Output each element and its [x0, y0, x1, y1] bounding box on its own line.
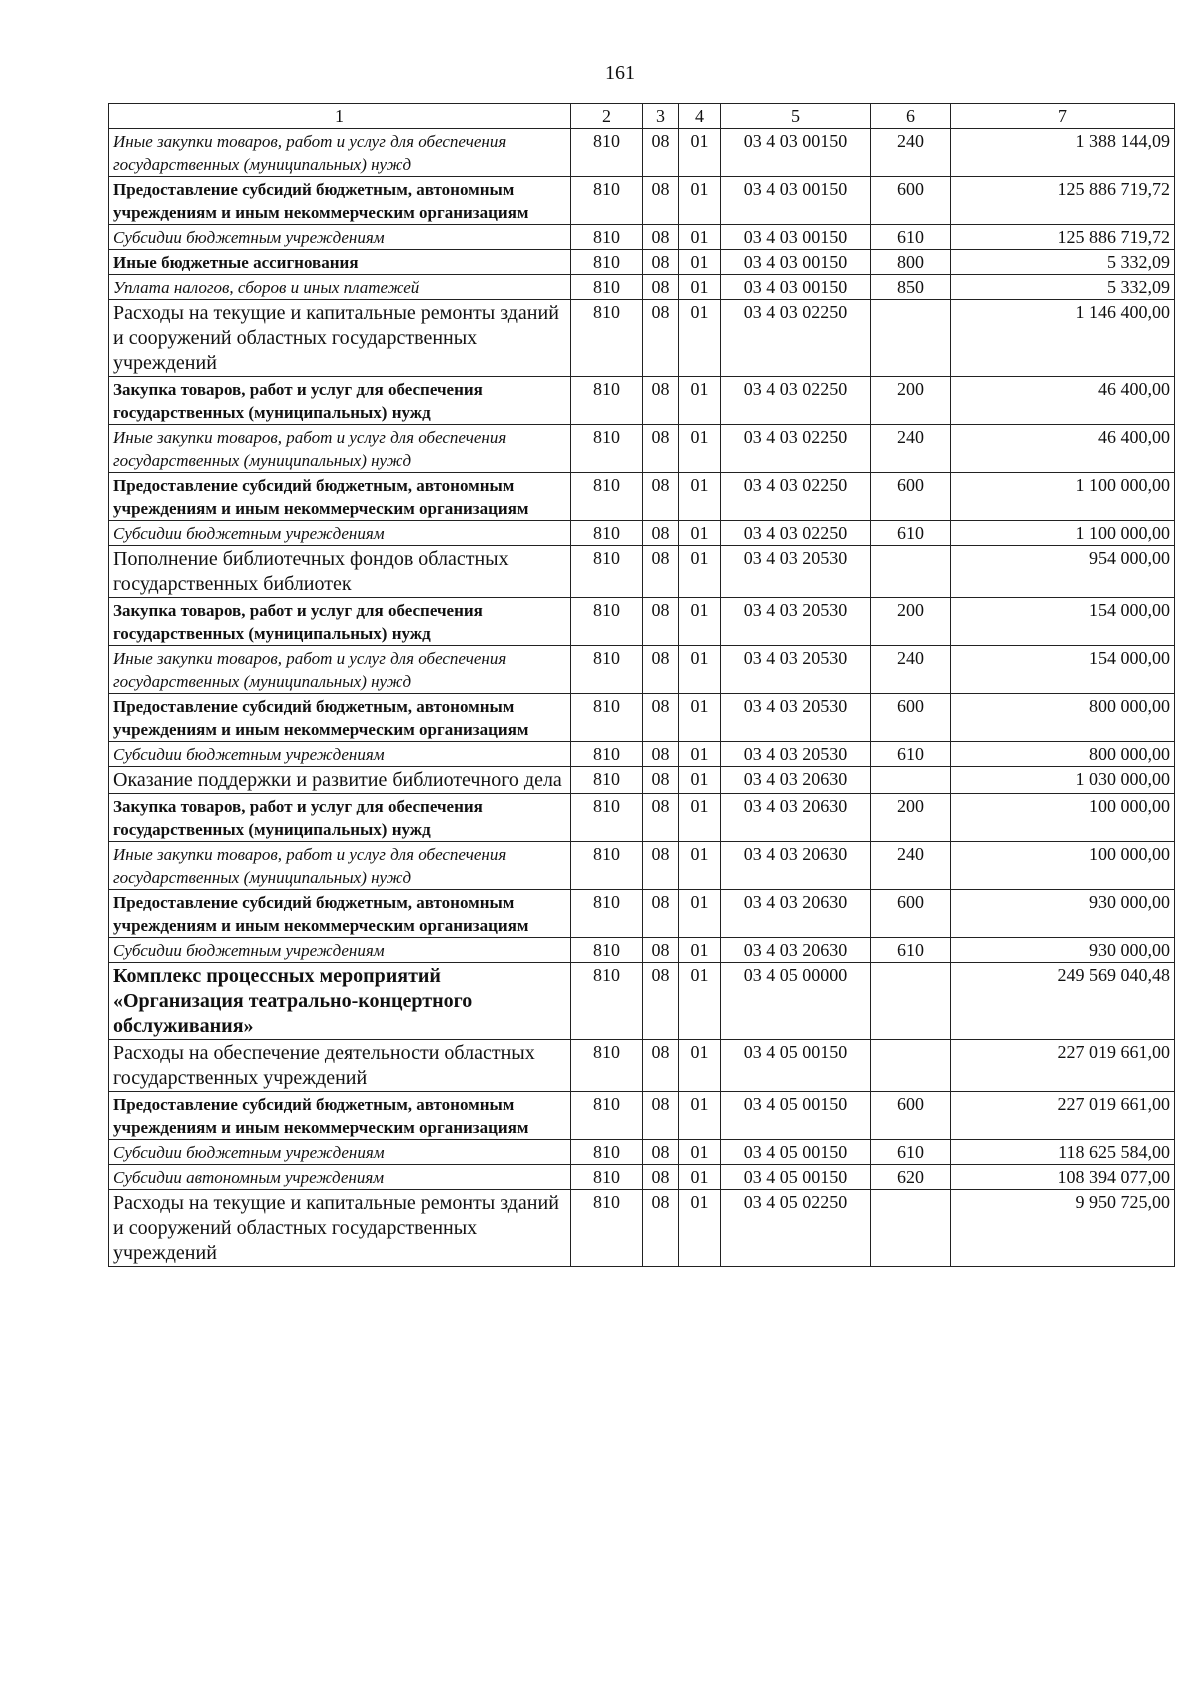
- section-code-cell: 08: [643, 1092, 679, 1140]
- ved-code-cell: 810: [571, 1190, 643, 1267]
- column-header: 4: [679, 104, 721, 129]
- subsection-code-cell: 01: [679, 938, 721, 963]
- table-row: [109, 794, 1175, 842]
- amount-cell: 954 000,00: [951, 546, 1175, 598]
- section-code-cell: 08: [643, 1140, 679, 1165]
- expense-type-cell: 800: [871, 250, 951, 275]
- amount-cell: 100 000,00: [951, 794, 1175, 842]
- subsection-code-cell: 01: [679, 521, 721, 546]
- column-header: 2: [571, 104, 643, 129]
- column-header: 7: [951, 104, 1175, 129]
- expense-type-cell: 600: [871, 890, 951, 938]
- expense-type-cell: 850: [871, 275, 951, 300]
- ved-code-cell: 810: [571, 425, 643, 473]
- row-name-cell: Субсидии бюджетным учреждениям: [109, 225, 571, 250]
- row-name-cell: Субсидии автономным учреждениям: [109, 1165, 571, 1190]
- amount-cell: 930 000,00: [951, 890, 1175, 938]
- table-row: [109, 250, 1175, 275]
- ved-code-cell: 810: [571, 225, 643, 250]
- section-code-cell: 08: [643, 842, 679, 890]
- target-article-cell: 03 4 03 20530: [721, 742, 871, 767]
- expense-type-cell: [871, 546, 951, 598]
- expense-type-cell: 600: [871, 177, 951, 225]
- ved-code-cell: 810: [571, 1040, 643, 1092]
- section-code-cell: 08: [643, 300, 679, 377]
- target-article-cell: 03 4 03 20530: [721, 694, 871, 742]
- section-code-cell: 08: [643, 694, 679, 742]
- row-name-cell: Иные закупки товаров, работ и услуг для обеспечения государственных (муниципальных) нужд: [109, 646, 571, 694]
- table-row: [109, 742, 1175, 767]
- row-name-cell: Предоставление субсидий бюджетным, автономным учреждениям и иным некоммерческим организациям: [109, 473, 571, 521]
- target-article-cell: 03 4 05 00150: [721, 1092, 871, 1140]
- amount-cell: 1 030 000,00: [951, 767, 1175, 794]
- table-row: [109, 129, 1175, 177]
- row-name-cell: Закупка товаров, работ и услуг для обеспечения государственных (муниципальных) нужд: [109, 377, 571, 425]
- expense-type-cell: [871, 767, 951, 794]
- table-row: [109, 177, 1175, 225]
- row-name-cell: Предоставление субсидий бюджетным, автономным учреждениям и иным некоммерческим организациям: [109, 177, 571, 225]
- row-name-cell: Иные закупки товаров, работ и услуг для обеспечения государственных (муниципальных) нужд: [109, 842, 571, 890]
- expense-type-cell: [871, 300, 951, 377]
- amount-cell: 125 886 719,72: [951, 225, 1175, 250]
- table-row: [109, 1140, 1175, 1165]
- subsection-code-cell: 01: [679, 1040, 721, 1092]
- target-article-cell: 03 4 03 20530: [721, 646, 871, 694]
- section-code-cell: 08: [643, 521, 679, 546]
- expense-type-cell: 200: [871, 377, 951, 425]
- row-name-cell: Субсидии бюджетным учреждениям: [109, 742, 571, 767]
- amount-cell: 1 146 400,00: [951, 300, 1175, 377]
- target-article-cell: 03 4 03 02250: [721, 473, 871, 521]
- subsection-code-cell: 01: [679, 598, 721, 646]
- ved-code-cell: 810: [571, 890, 643, 938]
- section-code-cell: 08: [643, 1165, 679, 1190]
- amount-cell: 5 332,09: [951, 275, 1175, 300]
- ved-code-cell: 810: [571, 646, 643, 694]
- expense-type-cell: 240: [871, 425, 951, 473]
- section-code-cell: 08: [643, 275, 679, 300]
- table-row: [109, 377, 1175, 425]
- ved-code-cell: 810: [571, 598, 643, 646]
- subsection-code-cell: 01: [679, 1190, 721, 1267]
- subsection-code-cell: 01: [679, 794, 721, 842]
- section-code-cell: 08: [643, 938, 679, 963]
- ved-code-cell: 810: [571, 794, 643, 842]
- table-row: [109, 890, 1175, 938]
- ved-code-cell: 810: [571, 767, 643, 794]
- table-row: [109, 1040, 1175, 1092]
- section-code-cell: 08: [643, 473, 679, 521]
- section-code-cell: 08: [643, 225, 679, 250]
- table-row: [109, 1092, 1175, 1140]
- row-name-cell: Пополнение библиотечных фондов областных государственных библиотек: [109, 546, 571, 598]
- row-name-cell: Предоставление субсидий бюджетным, автономным учреждениям и иным некоммерческим организациям: [109, 890, 571, 938]
- ved-code-cell: 810: [571, 300, 643, 377]
- subsection-code-cell: 01: [679, 767, 721, 794]
- amount-cell: 227 019 661,00: [951, 1092, 1175, 1140]
- amount-cell: 249 569 040,48: [951, 963, 1175, 1040]
- table-row: [109, 767, 1175, 794]
- amount-cell: 46 400,00: [951, 377, 1175, 425]
- ved-code-cell: 810: [571, 1165, 643, 1190]
- amount-cell: 118 625 584,00: [951, 1140, 1175, 1165]
- table-row: [109, 938, 1175, 963]
- row-name-cell: Оказание поддержки и развитие библиотечного дела: [109, 767, 571, 794]
- amount-cell: 154 000,00: [951, 646, 1175, 694]
- page-number: 161: [605, 62, 635, 84]
- table-row: [109, 473, 1175, 521]
- expense-type-cell: [871, 1190, 951, 1267]
- column-header: 1: [109, 104, 571, 129]
- table-row: [109, 275, 1175, 300]
- target-article-cell: 03 4 05 00000: [721, 963, 871, 1040]
- subsection-code-cell: 01: [679, 694, 721, 742]
- expense-type-cell: 610: [871, 1140, 951, 1165]
- table-row: [109, 842, 1175, 890]
- target-article-cell: 03 4 05 02250: [721, 1190, 871, 1267]
- expense-type-cell: 600: [871, 1092, 951, 1140]
- section-code-cell: 08: [643, 963, 679, 1040]
- expense-type-cell: [871, 1040, 951, 1092]
- section-code-cell: 08: [643, 425, 679, 473]
- subsection-code-cell: 01: [679, 742, 721, 767]
- subsection-code-cell: 01: [679, 646, 721, 694]
- section-code-cell: 08: [643, 646, 679, 694]
- subsection-code-cell: 01: [679, 425, 721, 473]
- target-article-cell: 03 4 03 02250: [721, 521, 871, 546]
- section-code-cell: 08: [643, 598, 679, 646]
- section-code-cell: 08: [643, 767, 679, 794]
- target-article-cell: 03 4 03 20530: [721, 598, 871, 646]
- row-name-cell: Расходы на обеспечение деятельности областных государственных учреждений: [109, 1040, 571, 1092]
- target-article-cell: 03 4 03 00150: [721, 275, 871, 300]
- expense-type-cell: 200: [871, 794, 951, 842]
- expense-type-cell: 610: [871, 938, 951, 963]
- target-article-cell: 03 4 03 20630: [721, 938, 871, 963]
- table-row: [109, 598, 1175, 646]
- expense-type-cell: 610: [871, 521, 951, 546]
- subsection-code-cell: 01: [679, 1140, 721, 1165]
- ved-code-cell: 810: [571, 963, 643, 1040]
- section-code-cell: 08: [643, 546, 679, 598]
- section-code-cell: 08: [643, 377, 679, 425]
- ved-code-cell: 810: [571, 250, 643, 275]
- expense-type-cell: 240: [871, 129, 951, 177]
- row-name-cell: Иные закупки товаров, работ и услуг для обеспечения государственных (муниципальных) нужд: [109, 129, 571, 177]
- subsection-code-cell: 01: [679, 546, 721, 598]
- budget-table: [108, 103, 1175, 1267]
- row-name-cell: Субсидии бюджетным учреждениям: [109, 521, 571, 546]
- expense-type-cell: 610: [871, 742, 951, 767]
- subsection-code-cell: 01: [679, 473, 721, 521]
- subsection-code-cell: 01: [679, 300, 721, 377]
- ved-code-cell: 810: [571, 842, 643, 890]
- amount-cell: 108 394 077,00: [951, 1165, 1175, 1190]
- amount-cell: 1 100 000,00: [951, 521, 1175, 546]
- section-code-cell: 08: [643, 250, 679, 275]
- column-header: 5: [721, 104, 871, 129]
- target-article-cell: 03 4 05 00150: [721, 1140, 871, 1165]
- subsection-code-cell: 01: [679, 1165, 721, 1190]
- subsection-code-cell: 01: [679, 963, 721, 1040]
- subsection-code-cell: 01: [679, 177, 721, 225]
- column-header: 6: [871, 104, 951, 129]
- subsection-code-cell: 01: [679, 275, 721, 300]
- table-body: [109, 129, 1175, 1267]
- section-code-cell: 08: [643, 794, 679, 842]
- target-article-cell: 03 4 03 00150: [721, 177, 871, 225]
- table-header-row: [109, 104, 1175, 129]
- ved-code-cell: 810: [571, 938, 643, 963]
- section-code-cell: 08: [643, 177, 679, 225]
- row-name-cell: Расходы на текущие и капитальные ремонты зданий и сооружений областных государственных учреждений: [109, 300, 571, 377]
- amount-cell: 1 100 000,00: [951, 473, 1175, 521]
- target-article-cell: 03 4 03 20630: [721, 842, 871, 890]
- target-article-cell: 03 4 05 00150: [721, 1165, 871, 1190]
- subsection-code-cell: 01: [679, 377, 721, 425]
- row-name-cell: Субсидии бюджетным учреждениям: [109, 1140, 571, 1165]
- table-row: [109, 963, 1175, 1040]
- target-article-cell: 03 4 03 20630: [721, 890, 871, 938]
- expense-type-cell: [871, 963, 951, 1040]
- ved-code-cell: 810: [571, 546, 643, 598]
- subsection-code-cell: 01: [679, 225, 721, 250]
- subsection-code-cell: 01: [679, 129, 721, 177]
- subsection-code-cell: 01: [679, 250, 721, 275]
- expense-type-cell: 620: [871, 1165, 951, 1190]
- table-row: [109, 546, 1175, 598]
- table-row: [109, 694, 1175, 742]
- amount-cell: 800 000,00: [951, 742, 1175, 767]
- amount-cell: 154 000,00: [951, 598, 1175, 646]
- table-row: [109, 1165, 1175, 1190]
- amount-cell: 930 000,00: [951, 938, 1175, 963]
- column-header: 3: [643, 104, 679, 129]
- target-article-cell: 03 4 03 20630: [721, 794, 871, 842]
- ved-code-cell: 810: [571, 1092, 643, 1140]
- amount-cell: 1 388 144,09: [951, 129, 1175, 177]
- row-name-cell: Уплата налогов, сборов и иных платежей: [109, 275, 571, 300]
- section-code-cell: 08: [643, 890, 679, 938]
- expense-type-cell: 600: [871, 694, 951, 742]
- amount-cell: 100 000,00: [951, 842, 1175, 890]
- section-code-cell: 08: [643, 129, 679, 177]
- subsection-code-cell: 01: [679, 890, 721, 938]
- target-article-cell: 03 4 03 00150: [721, 225, 871, 250]
- expense-type-cell: 600: [871, 473, 951, 521]
- amount-cell: 9 950 725,00: [951, 1190, 1175, 1267]
- expense-type-cell: 610: [871, 225, 951, 250]
- row-name-cell: Иные закупки товаров, работ и услуг для обеспечения государственных (муниципальных) нужд: [109, 425, 571, 473]
- target-article-cell: 03 4 03 20630: [721, 767, 871, 794]
- subsection-code-cell: 01: [679, 1092, 721, 1140]
- ved-code-cell: 810: [571, 129, 643, 177]
- expense-type-cell: 240: [871, 842, 951, 890]
- expense-type-cell: 240: [871, 646, 951, 694]
- amount-cell: 5 332,09: [951, 250, 1175, 275]
- row-name-cell: Закупка товаров, работ и услуг для обеспечения государственных (муниципальных) нужд: [109, 794, 571, 842]
- section-code-cell: 08: [643, 1190, 679, 1267]
- ved-code-cell: 810: [571, 742, 643, 767]
- table-row: [109, 300, 1175, 377]
- ved-code-cell: 810: [571, 275, 643, 300]
- target-article-cell: 03 4 03 20530: [721, 546, 871, 598]
- amount-cell: 227 019 661,00: [951, 1040, 1175, 1092]
- ved-code-cell: 810: [571, 473, 643, 521]
- row-name-cell: Комплекс процессных мероприятий «Организация театрально-концертного обслуживания»: [109, 963, 571, 1040]
- target-article-cell: 03 4 03 02250: [721, 300, 871, 377]
- row-name-cell: Субсидии бюджетным учреждениям: [109, 938, 571, 963]
- table-row: [109, 1190, 1175, 1267]
- target-article-cell: 03 4 05 00150: [721, 1040, 871, 1092]
- row-name-cell: Предоставление субсидий бюджетным, автономным учреждениям и иным некоммерческим организациям: [109, 694, 571, 742]
- section-code-cell: 08: [643, 742, 679, 767]
- ved-code-cell: 810: [571, 377, 643, 425]
- ved-code-cell: 810: [571, 521, 643, 546]
- target-article-cell: 03 4 03 02250: [721, 377, 871, 425]
- ved-code-cell: 810: [571, 1140, 643, 1165]
- ved-code-cell: 810: [571, 177, 643, 225]
- table-row: [109, 225, 1175, 250]
- expense-type-cell: 200: [871, 598, 951, 646]
- row-name-cell: Иные бюджетные ассигнования: [109, 250, 571, 275]
- ved-code-cell: 810: [571, 694, 643, 742]
- table-row: [109, 521, 1175, 546]
- target-article-cell: 03 4 03 02250: [721, 425, 871, 473]
- target-article-cell: 03 4 03 00150: [721, 129, 871, 177]
- row-name-cell: Закупка товаров, работ и услуг для обеспечения государственных (муниципальных) нужд: [109, 598, 571, 646]
- table-row: [109, 425, 1175, 473]
- table-row: [109, 646, 1175, 694]
- target-article-cell: 03 4 03 00150: [721, 250, 871, 275]
- amount-cell: 125 886 719,72: [951, 177, 1175, 225]
- row-name-cell: Расходы на текущие и капитальные ремонты зданий и сооружений областных государственных учреждений: [109, 1190, 571, 1267]
- section-code-cell: 08: [643, 1040, 679, 1092]
- amount-cell: 46 400,00: [951, 425, 1175, 473]
- row-name-cell: Предоставление субсидий бюджетным, автономным учреждениям и иным некоммерческим организациям: [109, 1092, 571, 1140]
- amount-cell: 800 000,00: [951, 694, 1175, 742]
- subsection-code-cell: 01: [679, 842, 721, 890]
